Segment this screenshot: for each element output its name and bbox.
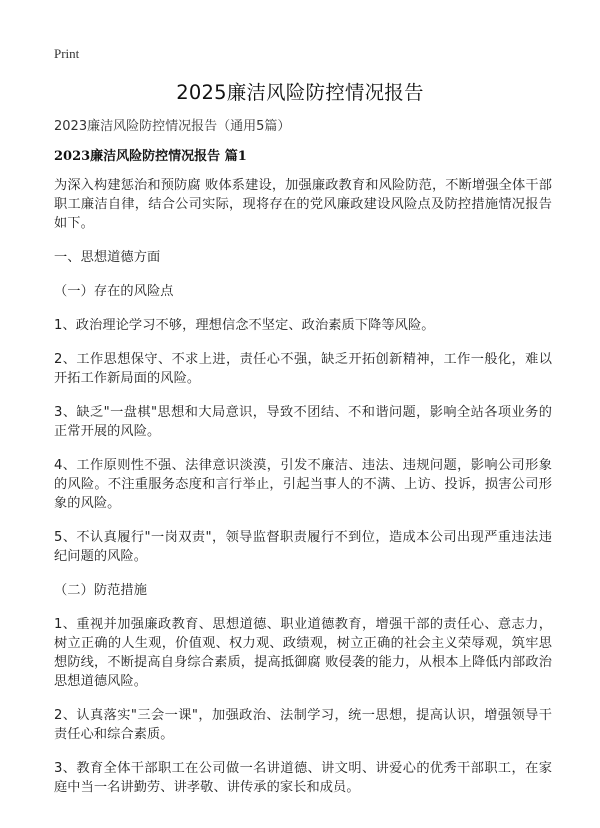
document-subtitle: 2023廉洁风险防控情况报告（通用5篇）	[54, 119, 291, 134]
print-link[interactable]: Print	[54, 46, 80, 61]
risk-item-5: 5、不认真履行"一岗双责"，领导监督职责履行不到位，造成本公司出现严重违法违纪问题的风险。	[54, 530, 552, 564]
measure-item-1: 1、重视并加强廉政教育、思想道德、职业道德教育，增强干部的责任心、意志力，树立正确的人生观，价值观、权力观、政绩观，树立正确的社会主义荣辱观，筑牢思想防线，不断提高自身综合素质，提高抵御腐 败侵袭的能力，从根本上降低内部政治思想道德风险。	[54, 617, 552, 689]
subsection-title-risks: （一）存在的风险点	[54, 284, 174, 299]
risk-item-4: 4、工作原则性不强、法律意识淡漠，引发不廉洁、违法、违规问题，影响公司形象的风险。不注重服务态度和言行举止，引起当事人的不满、上访、投诉，损害公司形象的风险。	[54, 458, 552, 511]
page-title: 2025廉洁风险防控情况报告	[176, 81, 424, 104]
risk-item-3: 3、缺乏"一盘棋"思想和大局意识，导致不团结、不和谐问题，影响全站各项业务的正常开展的风险。	[54, 405, 552, 439]
section-heading: 2023廉洁风险防控情况报告 篇1	[54, 149, 247, 164]
subsection-title-measures: （二）防范措施	[54, 583, 148, 598]
section-title-moral: 一、思想道德方面	[54, 250, 161, 265]
risk-item-2: 2、工作思想保守、不求上进，责任心不强，缺乏开拓创新精神，工作一般化，难以开拓工作新局面的风险。	[54, 352, 552, 386]
measure-item-2: 2、认真落实"三会一课"，加强政治、法制学习，统一思想，提高认识，增强领导干责任心和综合素质。	[54, 708, 552, 742]
document-body	[54, 148, 552, 812]
measure-item-3: 3、教育全体干部职工在公司做一名讲道德、讲文明、讲爱心的优秀干部职工，在家庭中当一名讲勤劳、讲孝敬、讲传承的家长和成员。	[54, 761, 552, 795]
risk-item-1: 1、政治理论学习不够，理想信念不坚定、政治素质下降等风险。	[54, 318, 435, 333]
intro-paragraph: 为深入构建惩治和预防腐 败体系建设，加强廉政教育和风险防范，不断增强全体干部职工廉洁自律，结合公司实际，现将存在的党风廉政建设风险点及防控措施情况报告如下。	[54, 178, 552, 231]
